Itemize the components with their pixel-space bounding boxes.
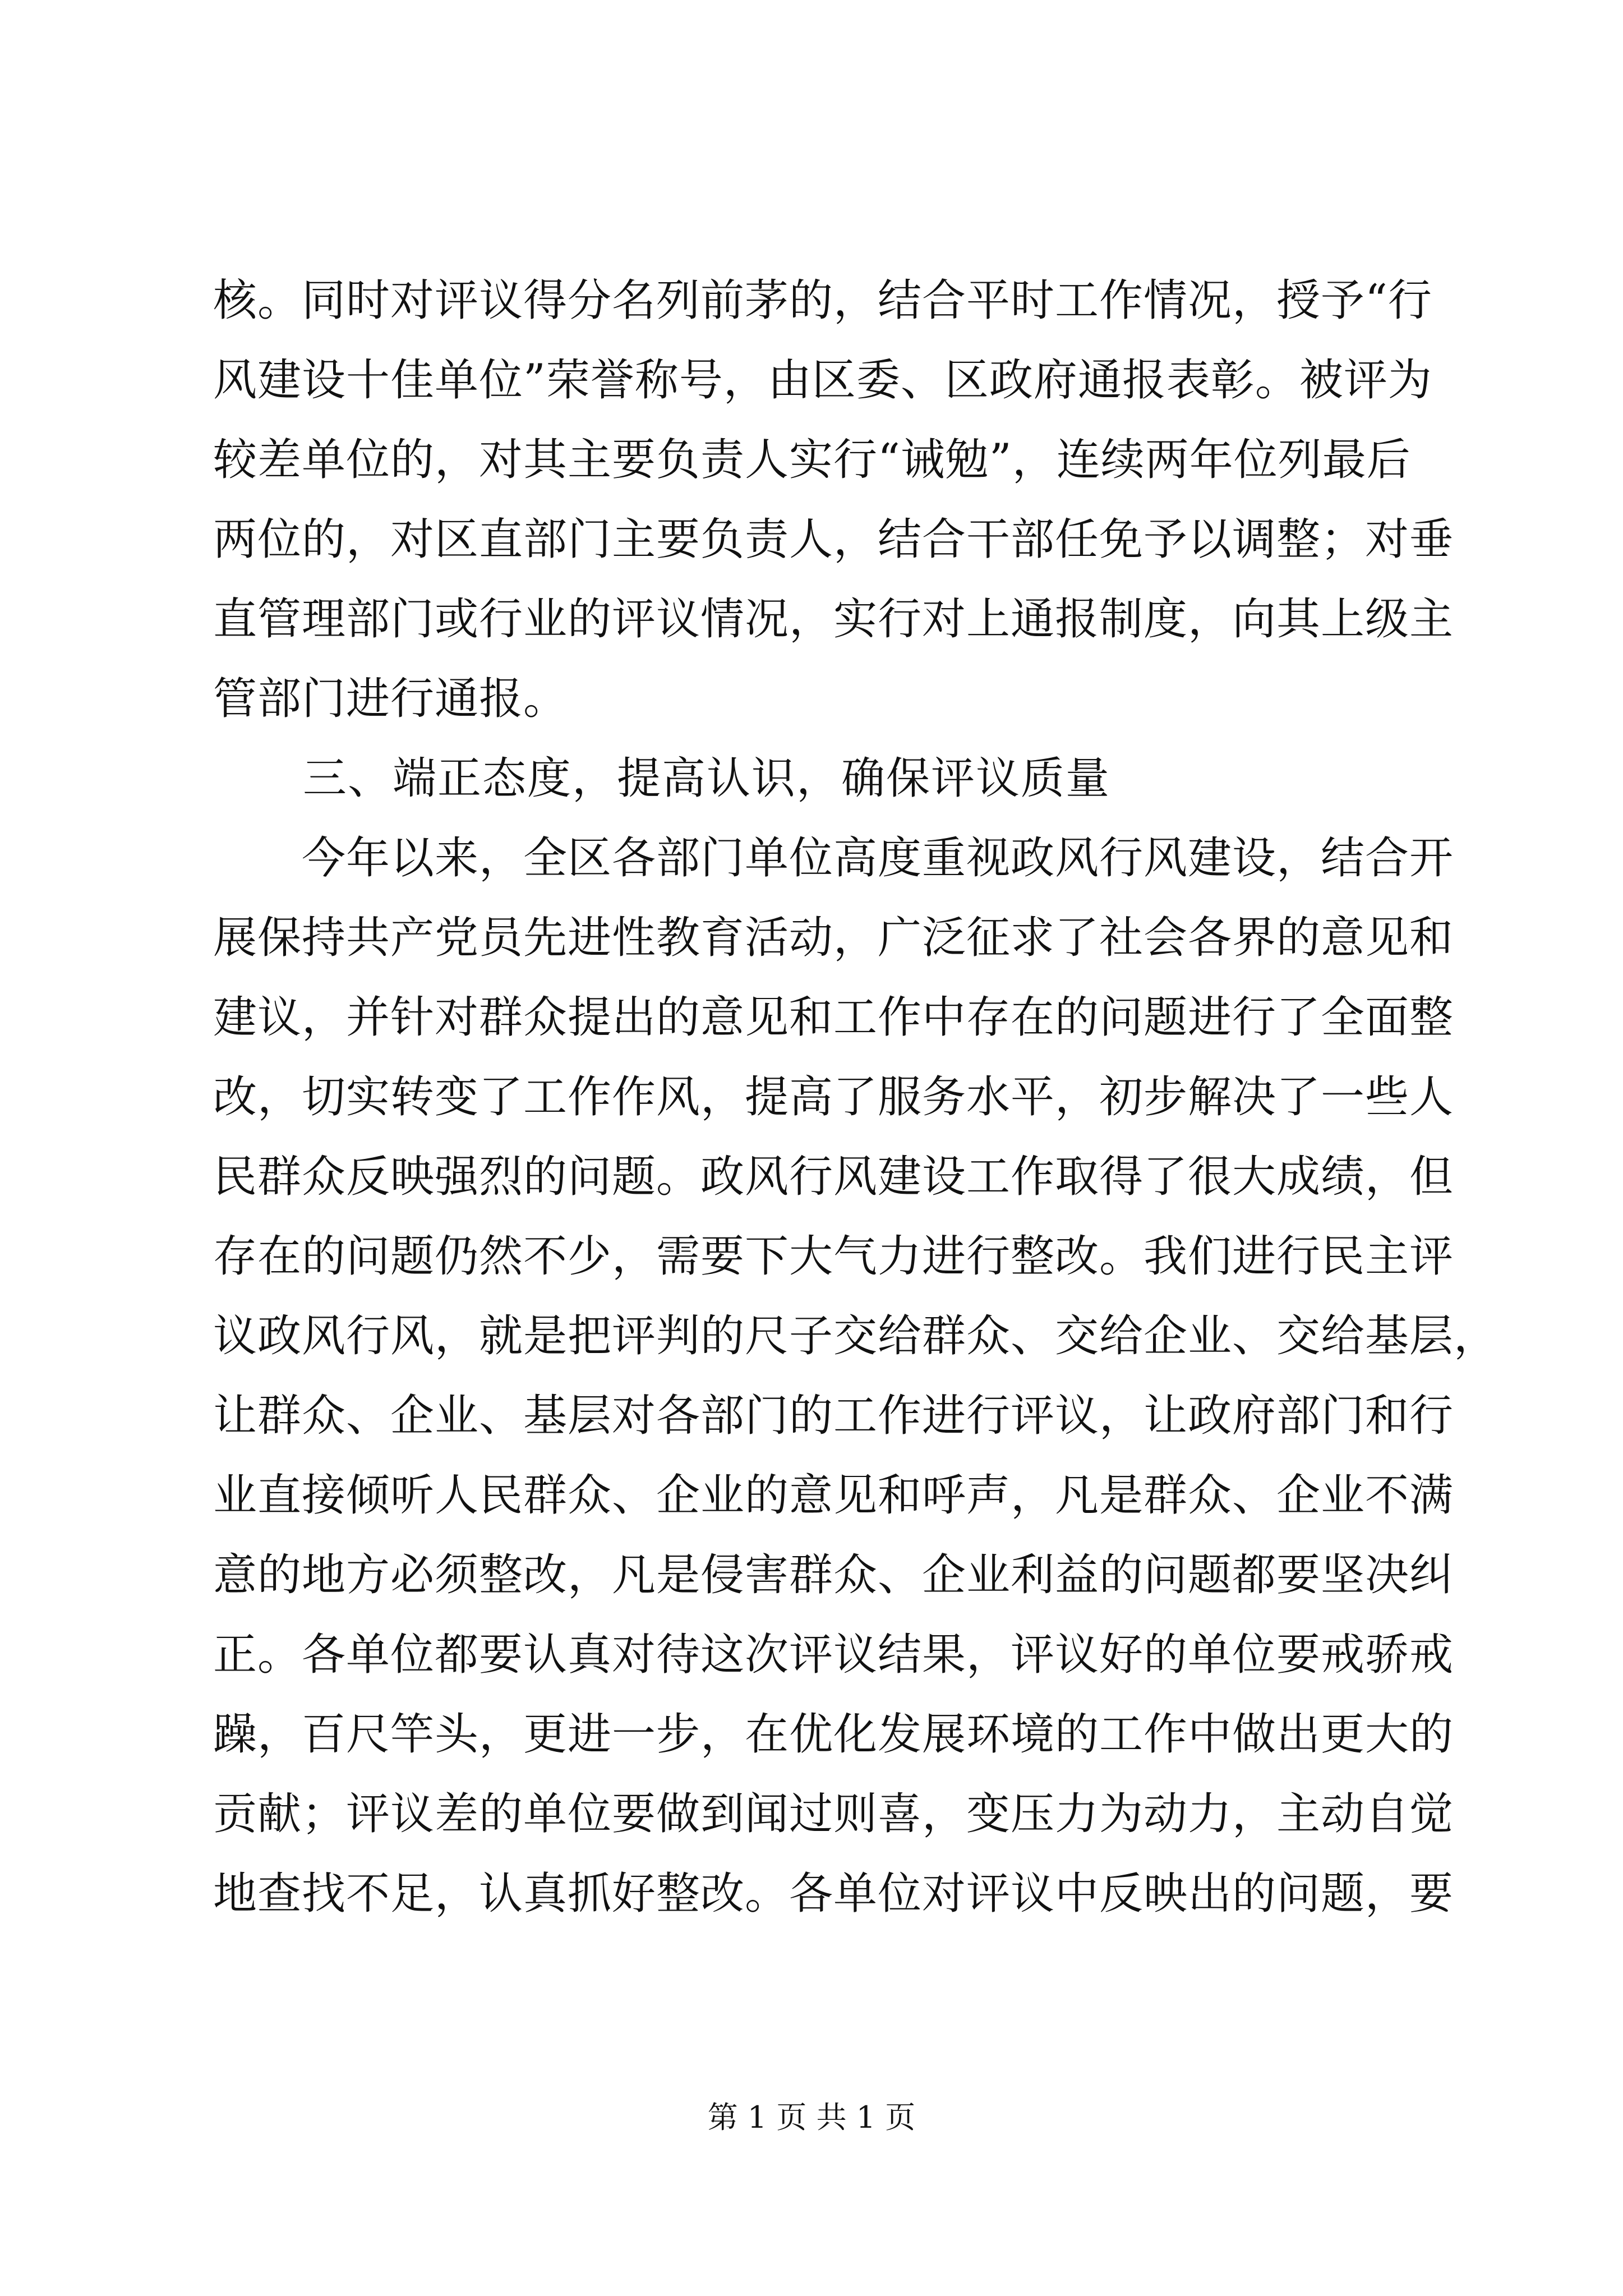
paragraph-2-line: 让群众、企业、基层对各部门的工作进行评议，让政府部门和行 xyxy=(213,1391,1454,1441)
paragraph-2-line: 存在的问题仍然不少，需要下大气力进行整改。我们进行民主评 xyxy=(213,1231,1454,1282)
paragraph-1-line: 较差单位的，对其主要负责人实行“诫勉”，连续两年位列最后 xyxy=(213,435,1411,485)
paragraph-1-line: 风建设十佳单位”荣誉称号，由区委、区政府通报表彰。被评为 xyxy=(213,355,1432,406)
document-body xyxy=(213,261,1498,1934)
paragraph-2-line: 正。各单位都要认真对待这次评议结果，评议好的单位要戒骄戒 xyxy=(213,1630,1454,1680)
paragraph-2-line: 业直接倾听人民群众、企业的意见和呼声，凡是群众、企业不满 xyxy=(213,1470,1454,1521)
paragraph-2-line: 改，切实转变了工作作风，提高了服务水平，初步解决了一些人 xyxy=(213,1072,1454,1122)
paragraph-2-line: 贡献；评议差的单位要做到闻过则喜，变压力为动力，主动自觉 xyxy=(213,1789,1454,1839)
page-footer xyxy=(0,2098,1623,2137)
paragraph-2-line: 议政风行风，就是把评判的尺子交给群众、交给企业、交给基层， xyxy=(213,1311,1498,1361)
paragraph-2-line: 躁，百尺竿头，更进一步，在优化发展环境的工作中做出更大的 xyxy=(213,1709,1454,1760)
paragraph-1-line: 两位的，对区直部门主要负责人，结合干部任免予以调整；对垂 xyxy=(213,514,1454,565)
paragraph-2-line: 建议，并针对群众提出的意见和工作中存在的问题进行了全面整 xyxy=(213,992,1454,1043)
paragraph-2-line: 民群众反映强烈的问题。政风行风建设工作取得了很大成绩，但 xyxy=(213,1152,1454,1202)
paragraph-2-line: 展保持共产党员先进性教育活动，广泛征求了社会各界的意见和 xyxy=(213,913,1454,963)
paragraph-2-line: 今年以来，全区各部门单位高度重视政风行风建设，结合开 xyxy=(213,833,1454,884)
section-heading: 三、端正态度，提高认识，确保评议质量 xyxy=(213,753,1111,804)
paragraph-1-line: 核。同时对评议得分名列前茅的，结合平时工作情况，授予“行 xyxy=(213,275,1432,326)
paragraph-2-line: 地查找不足，认真抓好整改。各单位对评议中反映出的问题，要 xyxy=(213,1869,1454,1919)
paragraph-2-line: 意的地方必须整改，凡是侵害群众、企业利益的问题都要坚决纠 xyxy=(213,1550,1454,1600)
paragraph-1-line: 直管理部门或行业的评议情况，实行对上通报制度，向其上级主 xyxy=(213,594,1454,645)
page-number-label: 第 1 页 共 1 页 xyxy=(707,2100,916,2135)
paragraph-1-line: 管部门进行通报。 xyxy=(213,674,568,724)
